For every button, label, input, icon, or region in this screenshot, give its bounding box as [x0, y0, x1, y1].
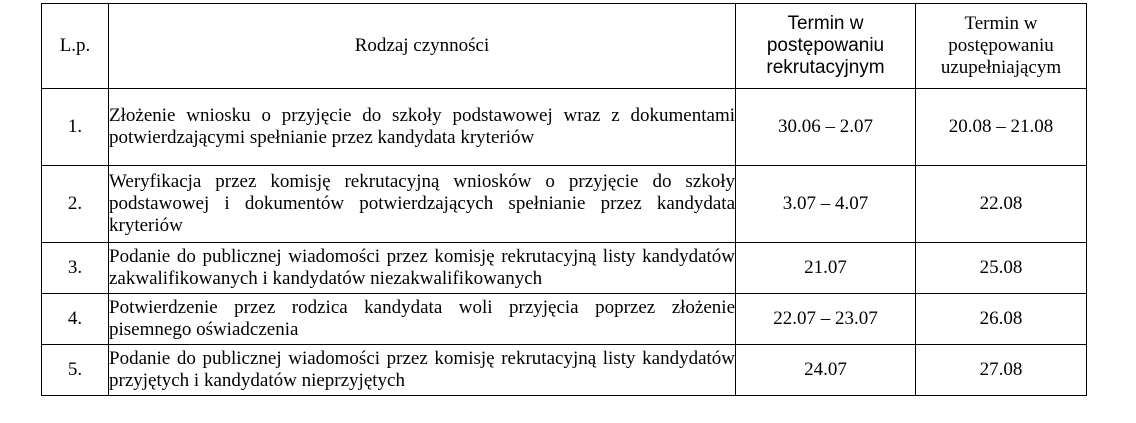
header-term-supplementary: [916, 4, 1087, 89]
term-recruitment: 21.07: [736, 243, 916, 294]
row-number: 3.: [42, 243, 109, 294]
header-activity: Rodzaj czynności: [109, 4, 736, 89]
term-recruitment: 3.07 – 4.07: [736, 166, 916, 243]
term-supplementary: 20.08 – 21.08: [916, 89, 1087, 166]
table-row: [42, 89, 1087, 166]
table-row: [42, 345, 1087, 396]
header-row: [42, 4, 1087, 89]
header-term-supplementary-line-3: uzupełniającym: [940, 57, 1062, 78]
table-row: [42, 166, 1087, 243]
recruitment-schedule-table: [41, 3, 1087, 396]
term-supplementary: 25.08: [916, 243, 1087, 294]
activity-description: Podanie do publicznej wiadomości przez komisję rekrutacyjną listy kandydatów zakwalifikowanych i kandydatów niezakwalifikowanych: [109, 243, 736, 294]
activity-description: Potwierdzenie przez rodzica kandydata woli przyjęcia poprzez złożenie pisemnego oświadczenia: [109, 294, 736, 345]
table-row: [42, 294, 1087, 345]
row-number: 5.: [42, 345, 109, 396]
header-term-recruitment-line-3: rekrutacyjnym: [766, 57, 885, 78]
activity-description: Złożenie wniosku o przyjęcie do szkoły podstawowej wraz z dokumentami potwierdzającymi spełnianie przez kandydata kryteriów: [109, 89, 736, 166]
row-number: 4.: [42, 294, 109, 345]
term-supplementary: 27.08: [916, 345, 1087, 396]
header-term-supplementary-line-1: Termin w: [964, 13, 1038, 34]
term-recruitment: 24.07: [736, 345, 916, 396]
activity-description: Weryfikacja przez komisję rekrutacyjną wniosków o przyjęcie do szkoły podstawowej i dokumentów potwierdzających spełnianie przez kandydata kryteriów: [109, 166, 736, 243]
term-recruitment: 22.07 – 23.07: [736, 294, 916, 345]
term-supplementary: 26.08: [916, 294, 1087, 345]
row-number: 2.: [42, 166, 109, 243]
term-recruitment: 30.06 – 2.07: [736, 89, 916, 166]
header-lp: L.p.: [42, 4, 109, 89]
term-supplementary: 22.08: [916, 166, 1087, 243]
header-term-recruitment: [736, 4, 916, 89]
activity-description: Podanie do publicznej wiadomości przez komisję rekrutacyjną listy kandydatów przyjętych i kandydatów nieprzyjętych: [109, 345, 736, 396]
header-term-supplementary-line-2: postępowaniu: [948, 35, 1054, 56]
table-row: [42, 243, 1087, 294]
header-term-recruitment-line-1: Termin w: [787, 13, 864, 34]
row-number: 1.: [42, 89, 109, 166]
header-term-recruitment-line-2: postępowaniu: [766, 35, 885, 56]
